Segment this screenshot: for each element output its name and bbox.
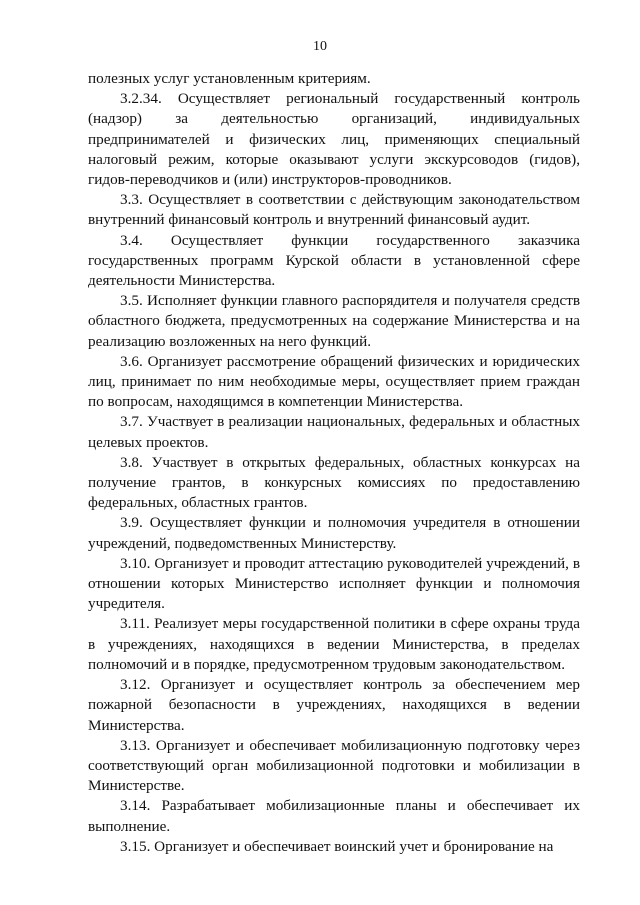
paragraph-3-5: 3.5. Исполняет функции главного распорядителя и получателя средств областного бюджета, предусмотренных на содержание Министерства и на реализацию возложенных на него функций.	[88, 292, 580, 350]
page-number: 10	[313, 39, 327, 54]
paragraph-3-7: 3.7. Участвует в реализации национальных, федеральных и областных целевых проектов.	[88, 413, 580, 451]
paragraph-continuation: полезных услуг установленным критериям.	[88, 70, 371, 87]
paragraph-3-8: 3.8. Участвует в открытых федеральных, областных конкурсах на получение грантов, в конкурсных комиссиях по предоставлению федеральных, областных грантов.	[88, 453, 580, 512]
paragraph-3-6: 3.6. Организует рассмотрение обращений физических и юридических лиц, принимает по ним необходимые меры, осуществляет прием граждан по вопросам, находящимся в компетенции Министерства.	[88, 352, 580, 411]
paragraph-3-2-34: 3.2.34. Осуществляет региональный государственный контроль (надзор) за деятельностью организаций, индивидуальных предпринимателей и физических лиц, применяющих специальный налоговый режим, которые оказывают услуги экскурсоводов (гидов), гидов-переводчиков и (или) инструкторов-проводников.	[88, 90, 580, 189]
paragraph-3-4: 3.4. Осуществляет функции государственного заказчика государственных программ Курской области в установленной сфере деятельности Министерства.	[88, 231, 580, 290]
document-body	[88, 69, 580, 857]
paragraph-3-12: 3.12. Организует и осуществляет контроль за обеспечением мер пожарной безопасности в учреждениях, находящихся в ведении Министерства.	[88, 676, 580, 734]
paragraph-3-3: 3.3. Осуществляет в соответствии с действующим законодательством внутренний финансовый контроль и внутренний финансовый аудит.	[88, 191, 580, 229]
paragraph-3-11: 3.11. Реализует меры государственной политики в сфере охраны труда в учреждениях, находящихся в ведении Министерства, в пределах полномочий и в порядке, предусмотренном трудовым законодательством.	[88, 615, 580, 673]
paragraph-3-10: 3.10. Организует и проводит аттестацию руководителей учреждений, в отношении которых Министерство исполняет функции и полномочия учредителя.	[88, 554, 580, 613]
paragraph-3-9: 3.9. Осуществляет функции и полномочия учредителя в отношении учреждений, подведомственных Министерству.	[88, 514, 580, 552]
paragraph-3-14: 3.14. Разрабатывает мобилизационные планы и обеспечивает их выполнение.	[88, 797, 580, 835]
paragraph-3-13: 3.13. Организует и обеспечивает мобилизационную подготовку через соответствующий орган мобилизационной подготовки и мобилизации в Министерстве.	[88, 736, 580, 795]
paragraph-3-15: 3.15. Организует и обеспечивает воинский учет и бронирование на	[120, 837, 554, 855]
